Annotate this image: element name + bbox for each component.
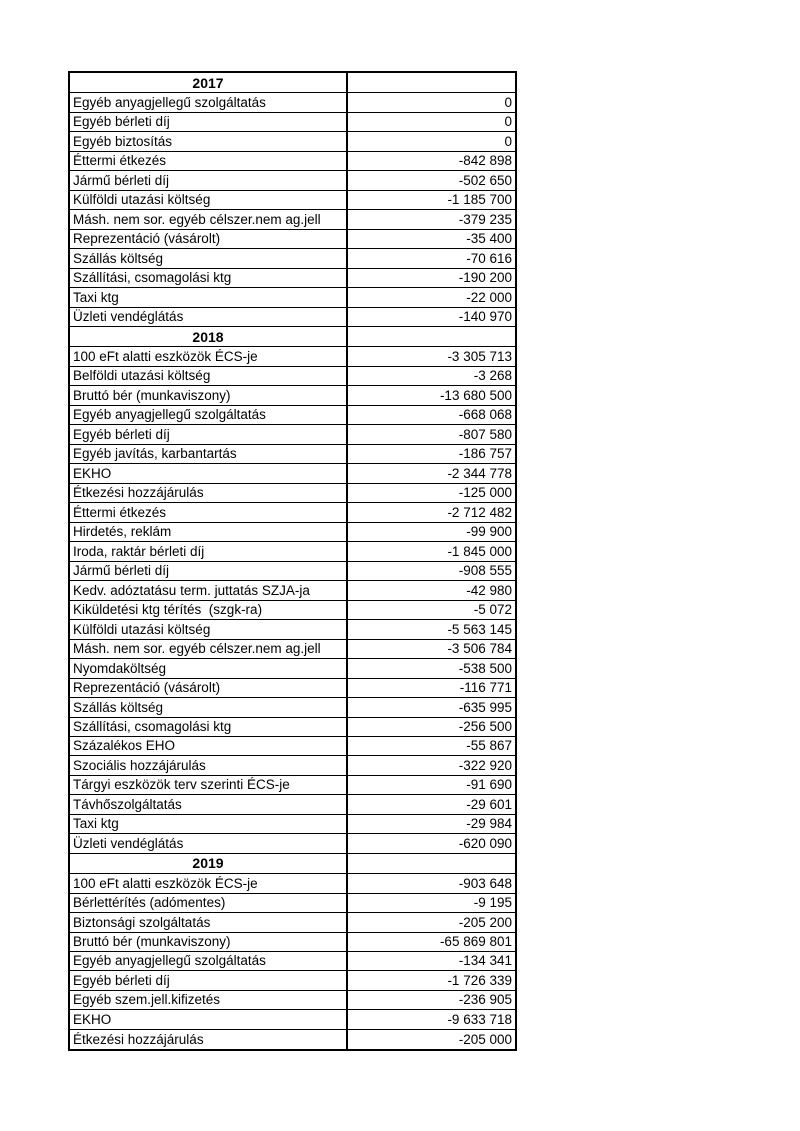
- table-row: [69, 522, 516, 541]
- table-row: [69, 386, 516, 405]
- expense-category-cell: Kedv. adóztatásu term. juttatás SZJA-ja: [69, 581, 347, 600]
- expense-amount-cell: -322 920: [347, 756, 516, 775]
- expense-category-cell: Taxi ktg: [69, 814, 347, 833]
- expense-category-cell: Egyéb biztosítás: [69, 132, 347, 151]
- expense-amount-cell: -22 000: [347, 288, 516, 307]
- expense-amount-cell: -256 500: [347, 717, 516, 736]
- year-header-empty-cell: [347, 72, 516, 93]
- expense-category-cell: Bérlettérítés (adómentes): [69, 893, 347, 912]
- year-header-cell: 2019: [69, 853, 347, 873]
- expense-amount-cell: -205 000: [347, 1029, 516, 1050]
- expense-amount-cell: 0: [347, 112, 516, 131]
- expense-amount-cell: -134 341: [347, 951, 516, 970]
- expense-amount-cell: -29 984: [347, 814, 516, 833]
- expense-amount-cell: -42 980: [347, 581, 516, 600]
- expense-category-cell: Étkezési hozzájárulás: [69, 483, 347, 502]
- table-row: [69, 112, 516, 131]
- expense-amount-cell: -842 898: [347, 151, 516, 170]
- table-row: [69, 503, 516, 522]
- expense-amount-cell: -9 195: [347, 893, 516, 912]
- expense-category-cell: Egyéb javítás, karbantartás: [69, 444, 347, 463]
- year-header-empty-cell: [347, 327, 516, 347]
- expense-category-cell: Egyéb anyagjellegű szolgáltatás: [69, 951, 347, 970]
- table-row: [69, 1010, 516, 1029]
- expense-amount-cell: -908 555: [347, 561, 516, 580]
- year-header-row: [69, 327, 516, 347]
- expense-amount-cell: -1 185 700: [347, 190, 516, 209]
- expense-category-cell: Biztonsági szolgáltatás: [69, 913, 347, 932]
- expense-category-cell: Egyéb anyagjellegű szolgáltatás: [69, 405, 347, 424]
- expense-category-cell: Szállítási, csomagolási ktg: [69, 717, 347, 736]
- expense-category-cell: Szállítási, csomagolási ktg: [69, 268, 347, 287]
- table-row: [69, 93, 516, 112]
- expense-category-cell: Éttermi étkezés: [69, 503, 347, 522]
- table-row: [69, 736, 516, 755]
- table-row: [69, 678, 516, 697]
- expense-amount-cell: -1 726 339: [347, 971, 516, 990]
- year-header-empty-cell: [347, 853, 516, 873]
- expense-category-cell: Egyéb bérleti díj: [69, 425, 347, 444]
- expense-category-cell: Iroda, raktár bérleti díj: [69, 542, 347, 561]
- table-row: [69, 444, 516, 463]
- expense-amount-cell: -5 563 145: [347, 620, 516, 639]
- table-row: [69, 620, 516, 639]
- table-row: [69, 639, 516, 658]
- expense-table: [68, 71, 517, 1051]
- table-row: [69, 366, 516, 385]
- table-row: [69, 698, 516, 717]
- year-header-cell: 2017: [69, 72, 347, 93]
- table-row: [69, 347, 516, 366]
- table-row: [69, 1029, 516, 1050]
- table-row: [69, 717, 516, 736]
- expense-category-cell: Egyéb szem.jell.kifizetés: [69, 990, 347, 1009]
- expense-amount-cell: -236 905: [347, 990, 516, 1009]
- expense-category-cell: Egyéb bérleti díj: [69, 112, 347, 131]
- expense-amount-cell: 0: [347, 93, 516, 112]
- table-row: [69, 288, 516, 307]
- expense-amount-cell: -65 869 801: [347, 932, 516, 951]
- expense-category-cell: Egyéb bérleti díj: [69, 971, 347, 990]
- expense-category-cell: Éttermi étkezés: [69, 151, 347, 170]
- table-row: [69, 913, 516, 932]
- table-row: [69, 971, 516, 990]
- expense-amount-cell: -2 712 482: [347, 503, 516, 522]
- expense-amount-cell: -1 845 000: [347, 542, 516, 561]
- expense-amount-cell: -99 900: [347, 522, 516, 541]
- year-header-cell: 2018: [69, 327, 347, 347]
- expense-amount-cell: -35 400: [347, 229, 516, 248]
- expense-category-cell: Százalékos EHO: [69, 736, 347, 755]
- expense-category-cell: Egyéb anyagjellegű szolgáltatás: [69, 93, 347, 112]
- expense-amount-cell: -13 680 500: [347, 386, 516, 405]
- table-row: [69, 483, 516, 502]
- expense-amount-cell: -70 616: [347, 249, 516, 268]
- expense-amount-cell: -903 648: [347, 874, 516, 893]
- year-header-row: [69, 72, 516, 93]
- expense-category-cell: 100 eFt alatti eszközök ÉCS-je: [69, 347, 347, 366]
- expense-amount-cell: -5 072: [347, 600, 516, 619]
- expense-amount-cell: -55 867: [347, 736, 516, 755]
- expense-amount-cell: -190 200: [347, 268, 516, 287]
- expense-category-cell: Bruttó bér (munkaviszony): [69, 386, 347, 405]
- expense-category-cell: Reprezentáció (vásárolt): [69, 229, 347, 248]
- expense-amount-cell: -125 000: [347, 483, 516, 502]
- expense-category-cell: Kiküldetési ktg térítés (szgk-ra): [69, 600, 347, 619]
- expense-category-cell: Taxi ktg: [69, 288, 347, 307]
- table-row: [69, 210, 516, 229]
- table-row: [69, 229, 516, 248]
- table-row: [69, 990, 516, 1009]
- expense-category-cell: Nyomdaköltség: [69, 659, 347, 678]
- expense-amount-cell: -116 771: [347, 678, 516, 697]
- expense-category-cell: Külföldi utazási költség: [69, 620, 347, 639]
- expense-amount-cell: -9 633 718: [347, 1010, 516, 1029]
- expense-amount-cell: -2 344 778: [347, 464, 516, 483]
- expense-category-cell: Szállás költség: [69, 698, 347, 717]
- table-row: [69, 600, 516, 619]
- expense-category-cell: Szállás költség: [69, 249, 347, 268]
- expense-amount-cell: -379 235: [347, 210, 516, 229]
- table-row: [69, 425, 516, 444]
- expense-category-cell: Reprezentáció (vásárolt): [69, 678, 347, 697]
- expense-category-cell: Szociális hozzájárulás: [69, 756, 347, 775]
- table-row: [69, 132, 516, 151]
- expense-category-cell: Üzleti vendéglátás: [69, 307, 347, 326]
- table-row: [69, 932, 516, 951]
- table-row: [69, 307, 516, 326]
- table-row: [69, 151, 516, 170]
- expense-category-cell: Bruttó bér (munkaviszony): [69, 932, 347, 951]
- table-row: [69, 542, 516, 561]
- table-row: [69, 561, 516, 580]
- expense-amount-cell: -205 200: [347, 913, 516, 932]
- table-row: [69, 874, 516, 893]
- expense-amount-cell: -186 757: [347, 444, 516, 463]
- expense-category-cell: Másh. nem sor. egyéb célszer.nem ag.jell: [69, 639, 347, 658]
- expense-category-cell: Hirdetés, reklám: [69, 522, 347, 541]
- table-row: [69, 268, 516, 287]
- table-row: [69, 775, 516, 794]
- expense-amount-cell: -502 650: [347, 171, 516, 190]
- expense-amount-cell: -538 500: [347, 659, 516, 678]
- expense-amount-cell: -807 580: [347, 425, 516, 444]
- expense-amount-cell: -3 268: [347, 366, 516, 385]
- expense-amount-cell: -620 090: [347, 834, 516, 853]
- table-row: [69, 893, 516, 912]
- expense-category-cell: Tárgyi eszközök terv szerinti ÉCS-je: [69, 775, 347, 794]
- table-row: [69, 190, 516, 209]
- expense-amount-cell: -668 068: [347, 405, 516, 424]
- expense-category-cell: EKHO: [69, 464, 347, 483]
- expense-category-cell: Étkezési hozzájárulás: [69, 1029, 347, 1050]
- expense-amount-cell: -635 995: [347, 698, 516, 717]
- expense-category-cell: Jármű bérleti díj: [69, 561, 347, 580]
- table-row: [69, 249, 516, 268]
- expense-category-cell: Belföldi utazási költség: [69, 366, 347, 385]
- expense-category-cell: Külföldi utazási költség: [69, 190, 347, 209]
- expense-category-cell: Jármű bérleti díj: [69, 171, 347, 190]
- expense-amount-cell: -3 305 713: [347, 347, 516, 366]
- table-row: [69, 659, 516, 678]
- table-row: [69, 834, 516, 853]
- expense-amount-cell: -3 506 784: [347, 639, 516, 658]
- table-row: [69, 756, 516, 775]
- table-row: [69, 464, 516, 483]
- expense-category-cell: Távhőszolgáltatás: [69, 795, 347, 814]
- expense-amount-cell: -91 690: [347, 775, 516, 794]
- expense-category-cell: Másh. nem sor. egyéb célszer.nem ag.jell: [69, 210, 347, 229]
- expense-amount-cell: 0: [347, 132, 516, 151]
- table-row: [69, 951, 516, 970]
- expense-amount-cell: -140 970: [347, 307, 516, 326]
- table-row: [69, 405, 516, 424]
- year-header-row: [69, 853, 516, 873]
- table-row: [69, 795, 516, 814]
- expense-amount-cell: -29 601: [347, 795, 516, 814]
- expense-table-body: [69, 72, 516, 1050]
- expense-category-cell: 100 eFt alatti eszközök ÉCS-je: [69, 874, 347, 893]
- table-row: [69, 814, 516, 833]
- table-row: [69, 171, 516, 190]
- expense-category-cell: Üzleti vendéglátás: [69, 834, 347, 853]
- expense-category-cell: EKHO: [69, 1010, 347, 1029]
- table-row: [69, 581, 516, 600]
